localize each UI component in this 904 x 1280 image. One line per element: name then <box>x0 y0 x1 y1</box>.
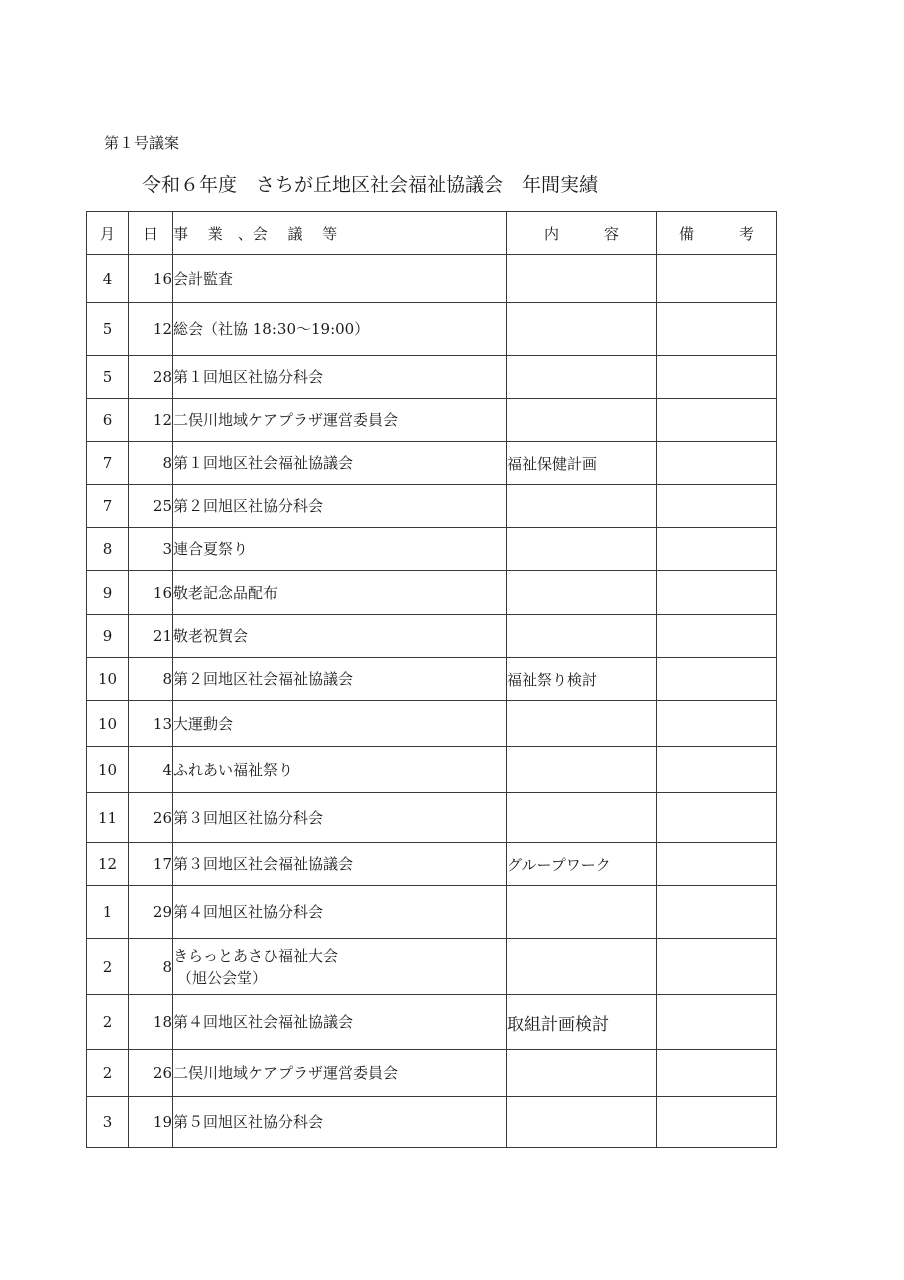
cell-detail: 取組計画検討 <box>507 995 657 1050</box>
event-line: 第４回旭区社協分科会 <box>173 903 324 921</box>
cell-month: 7 <box>87 442 129 485</box>
event-line: 総会（社協 18:30〜19:00） <box>173 320 370 338</box>
cell-event <box>173 485 507 528</box>
cell-note <box>657 571 777 615</box>
table-row <box>87 442 777 485</box>
cell-month: 4 <box>87 255 129 303</box>
event-line: きらっとあさひ福祉大会 <box>173 946 339 965</box>
cell-month: 5 <box>87 356 129 399</box>
cell-day: 3 <box>129 528 173 571</box>
event-line: 二俣川地域ケアプラザ運営委員会 <box>173 411 399 429</box>
cell-detail <box>507 356 657 399</box>
cell-event <box>173 1097 507 1148</box>
cell-month: 2 <box>87 939 129 995</box>
cell-detail <box>507 886 657 939</box>
event-line: 敬老祝賀会 <box>173 627 249 645</box>
table-body <box>87 255 777 1148</box>
event-line: （旭公会堂） <box>177 968 268 987</box>
cell-month: 9 <box>87 571 129 615</box>
cell-day: 13 <box>129 701 173 747</box>
table-row <box>87 571 777 615</box>
table-row <box>87 747 777 793</box>
cell-day: 12 <box>129 303 173 356</box>
cell-event <box>173 399 507 442</box>
cell-event <box>173 793 507 843</box>
cell-note <box>657 793 777 843</box>
event-line: 第１回地区社会福祉協議会 <box>173 454 354 472</box>
cell-note <box>657 442 777 485</box>
cell-note <box>657 747 777 793</box>
table-row <box>87 886 777 939</box>
cell-event <box>173 658 507 701</box>
cell-note <box>657 1097 777 1148</box>
table-row <box>87 485 777 528</box>
table-header-row <box>87 212 777 255</box>
table-row <box>87 1097 777 1148</box>
cell-note <box>657 658 777 701</box>
cell-event <box>173 939 507 995</box>
cell-day: 21 <box>129 615 173 658</box>
cell-detail <box>507 1050 657 1097</box>
document-label: 第１号議案 <box>104 134 180 152</box>
header-note: 備 考 <box>657 212 777 255</box>
cell-event <box>173 255 507 303</box>
event-line: ふれあい福祉祭り <box>173 760 294 779</box>
cell-day: 19 <box>129 1097 173 1148</box>
cell-detail <box>507 255 657 303</box>
cell-detail: 福祉保健計画 <box>507 442 657 485</box>
cell-event <box>173 442 507 485</box>
cell-day: 8 <box>129 442 173 485</box>
cell-note <box>657 939 777 995</box>
cell-day: 16 <box>129 255 173 303</box>
table-row <box>87 995 777 1050</box>
cell-note <box>657 701 777 747</box>
document-title: 令和６年度 さちが丘地区社会福祉協議会 年間実績 <box>142 174 599 196</box>
cell-month: 1 <box>87 886 129 939</box>
cell-event <box>173 886 507 939</box>
event-line: 大運動会 <box>173 714 234 733</box>
cell-detail <box>507 571 657 615</box>
cell-detail <box>507 303 657 356</box>
header-event: 事 業 、会 議 等 <box>173 212 507 255</box>
cell-day: 28 <box>129 356 173 399</box>
cell-day: 26 <box>129 793 173 843</box>
cell-day: 25 <box>129 485 173 528</box>
header-day: 日 <box>129 212 173 255</box>
cell-event <box>173 701 507 747</box>
event-line: 第２回地区社会福祉協議会 <box>173 670 354 688</box>
cell-note <box>657 615 777 658</box>
cell-day: 4 <box>129 747 173 793</box>
cell-month: 5 <box>87 303 129 356</box>
event-line: 敬老記念品配布 <box>173 583 279 602</box>
cell-month: 6 <box>87 399 129 442</box>
cell-event <box>173 303 507 356</box>
cell-day: 12 <box>129 399 173 442</box>
cell-month: 8 <box>87 528 129 571</box>
event-line: 第５回旭区社協分科会 <box>173 1113 324 1131</box>
cell-day: 18 <box>129 995 173 1050</box>
cell-day: 8 <box>129 939 173 995</box>
table-row <box>87 528 777 571</box>
table-row <box>87 939 777 995</box>
cell-month: 11 <box>87 793 129 843</box>
cell-note <box>657 303 777 356</box>
header-detail: 内 容 <box>507 212 657 255</box>
header-month: 月 <box>87 212 129 255</box>
cell-event <box>173 571 507 615</box>
cell-note <box>657 399 777 442</box>
cell-event <box>173 356 507 399</box>
cell-note <box>657 255 777 303</box>
table-row <box>87 399 777 442</box>
cell-month: 7 <box>87 485 129 528</box>
cell-month: 10 <box>87 658 129 701</box>
cell-detail <box>507 793 657 843</box>
cell-day: 17 <box>129 843 173 886</box>
event-line: 連合夏祭り <box>173 540 249 558</box>
cell-month: 3 <box>87 1097 129 1148</box>
table-row <box>87 793 777 843</box>
cell-day: 8 <box>129 658 173 701</box>
table-row <box>87 1050 777 1097</box>
cell-day: 29 <box>129 886 173 939</box>
event-line: 第３回旭区社協分科会 <box>173 808 324 827</box>
cell-event <box>173 1050 507 1097</box>
event-line: 第４回地区社会福祉協議会 <box>173 1013 354 1031</box>
cell-event <box>173 615 507 658</box>
table-row <box>87 843 777 886</box>
table-row <box>87 303 777 356</box>
cell-day: 16 <box>129 571 173 615</box>
event-line: 第３回地区社会福祉協議会 <box>173 855 354 873</box>
cell-month: 2 <box>87 995 129 1050</box>
cell-detail <box>507 1097 657 1148</box>
cell-month: 10 <box>87 701 129 747</box>
cell-detail <box>507 701 657 747</box>
cell-detail <box>507 528 657 571</box>
cell-note <box>657 485 777 528</box>
cell-month: 10 <box>87 747 129 793</box>
cell-note <box>657 528 777 571</box>
table-row <box>87 701 777 747</box>
cell-detail <box>507 485 657 528</box>
cell-note <box>657 995 777 1050</box>
cell-event <box>173 528 507 571</box>
table-row <box>87 615 777 658</box>
event-line: 二俣川地域ケアプラザ運営委員会 <box>173 1064 399 1082</box>
cell-day: 26 <box>129 1050 173 1097</box>
cell-month: 12 <box>87 843 129 886</box>
event-line: 会計監査 <box>173 269 234 288</box>
event-line: 第２回旭区社協分科会 <box>173 497 324 515</box>
table-row <box>87 356 777 399</box>
cell-detail <box>507 747 657 793</box>
cell-event <box>173 747 507 793</box>
cell-detail <box>507 939 657 995</box>
annual-record-table <box>86 211 777 1148</box>
cell-note <box>657 886 777 939</box>
cell-month: 2 <box>87 1050 129 1097</box>
table-row <box>87 658 777 701</box>
cell-note <box>657 1050 777 1097</box>
cell-month: 9 <box>87 615 129 658</box>
cell-detail <box>507 615 657 658</box>
table-row <box>87 255 777 303</box>
event-line: 第１回旭区社協分科会 <box>173 368 324 386</box>
cell-event <box>173 843 507 886</box>
cell-event <box>173 995 507 1050</box>
cell-detail: 福祉祭り検討 <box>507 658 657 701</box>
cell-note <box>657 356 777 399</box>
cell-detail <box>507 399 657 442</box>
cell-note <box>657 843 777 886</box>
cell-detail: グループワーク <box>507 843 657 886</box>
